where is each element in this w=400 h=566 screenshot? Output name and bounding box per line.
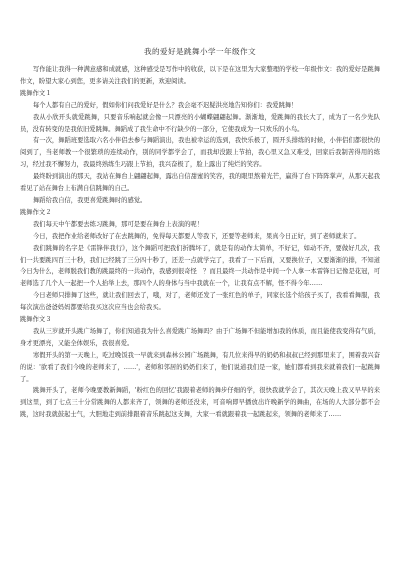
paragraph: 我从三岁就开头跳广场舞了，你们知道我为什么喜爱跳广场舞吗？由于广场舞不但能增加我的体质，而且能使我变得有气质，身才更漂亮，又能全体娱乐，我很喜爱。 [20,327,380,347]
paragraph: 我们跳舞的名字是《雷锋伴我行》，这个舞蹈可把我们折腾坏了，就是有的动作太简单，不好记，如动不齐，要做好几次，我们一共要跳四百三十秒，我们已经跳了三分四十秒了，还差一点就学完了，我看了一下后面，又要换位子，又要渐渐的排，不知道今日为什么，老师脱我们教的跳最终的一共动作，我感到很奇怪 ？而且最终一共动作是中间一个人拿一本雷锋日记像是花冠，可老师选了几个人一起把一个人抬举上去，那四个人的身体与当中我就在一个，让我有点不解，怪不得今年…… [20,244,380,288]
section-heading: 跳舞作文２ [20,208,52,216]
paragraph: 我们每天中午都要去练习跳舞，那可是要在舞台上表演的呢！ [33,220,204,228]
paragraph: 有一次，舞蹈班要选取六名小伴侣去参与舞蹈演出，我也被幸运的选到，我快乐极了，圆开头排练的时候，小伴侣们都很快的阅到了，当老师教一个很繁琐的连续动作，别的同学都学会了，而我却没跟上节拍，我心里又急又难受，回家后我制苦得用的练习，经过我不懈努力，我最终熟练生巧跟上节拍，我兴奋极了，脸上露出了纯烂的笑容。 [20,137,380,169]
section-heading: 跳舞作文３ [20,316,52,324]
document-body [20,64,380,421]
paragraph: 我从小欣开头就爱跳舞，只要音乐响起就会像一只漂亮的小蝴蝶翩翩起舞。渐渐地，爱跳舞的我长大了，成为了一名少先队员，没有转变的是我依旧爱跳舞。舞蹈成了我生命中不行缺少的一部分，它使我成为一只欢乐的小鸟。 [20,113,380,133]
paragraph: 跳舞开头了，老师今晚要教新舞蹈，'粉红色的回忆'我跟着老师的舞步仔细的学，很快我就学会了，其次天晚上我又早早的来到这里，到了七点三十分常跳舞的人都来齐了，领舞的老师还没来，可音响即早播放出许晚新学的舞曲，在场的人大部分都不会跳，这时我就鼓起士气，大胆地走到前排跟着音乐跳起这支舞，大家一看就跟着我一起跳起来，领舞的老师来了…… [20,387,380,419]
paragraph: 今日老师只排舞了这些，就让我们回去了，哦，对了，老师还发了一张红色的单子，同家长选个给孩子买了，我看看舞服，我每次演出爸爸妈妈都要给我买这次应当也会给我买。 [20,292,380,312]
document-title: 我的爱好是跳舞小学一年级作文 [144,47,256,56]
paragraph: 寒假开头的第一天晚上，吃过晚饭我一早就来到森林公园广场跳舞，有几位来得早的奶奶和叔叔已经到那里来了，围着我兴奋的说：'欲看了我们今晚的老师来了，……'，老师和邻居的奶奶们来了，他们说道我们是一家，她们都看到我来就着我们一起跳舞了。 [20,351,380,383]
paragraph: 舞蹈给我自信，我更喜爱跳舞时的感觉。 [33,196,147,204]
paragraph: 最终盼到演出的那天，我站在舞台上翩翩起舞，露出自信甜蜜的笑容，我的眼里熬着光芒，赢得了台下阵阵掌声，从那天起我看见了站在舞台上布满自信跳舞的自己。 [20,173,380,193]
paragraph: 写作能让我得一种满意感和成就感，这种感受是写作中的收获，以下是在这里为大家整理的学校一年级作文：我的爱好是跳舞作文，盼望大家心到您，更多请关注我们的更新，欢迎阅读。 [20,66,380,85]
paragraph: 每个人都有自己的爱好，假如你们问我爱好是什么？我会毫不迟疑洪亮地告知你们：我爱跳舞！ [33,101,298,109]
section-heading: 跳舞作文１ [20,89,52,97]
paragraph: 今日，我把作业给老师改好了在去跳舞的，免得每天都要人等我下，还要等老师来，果真今日正好，到了老师就来了。 [33,232,361,240]
